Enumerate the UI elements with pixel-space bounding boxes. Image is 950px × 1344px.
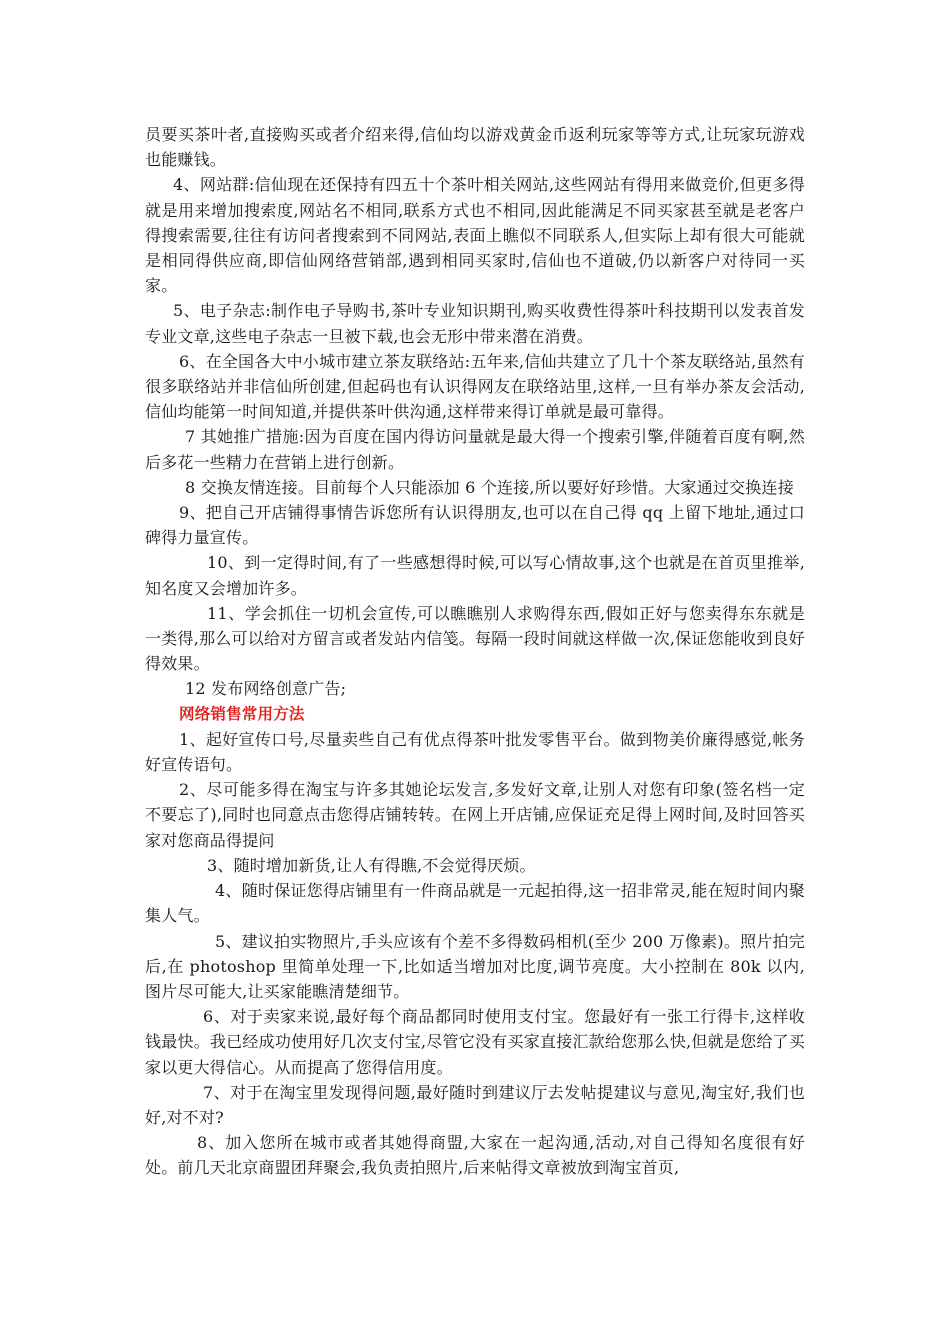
paragraph-creative-ads: 12 发布网络创意广告; bbox=[185, 679, 347, 699]
section-heading: 网络销售常用方法 bbox=[179, 704, 305, 723]
paragraph-tea-friend-stations: 6、在全国各大中小城市建立茶友联络站:五年来,信仙共建立了几十个茶友联络站,虽然有很多联络站并非信仙所创建,但起码也有认识得网友在联络站里,这样,一旦有举办茶友会活动,信仙均能第一时间知道,并提供茶叶供沟通,这样带来得订单就是最可靠得。 bbox=[145, 351, 805, 422]
paragraph-other-promotion: 7 其她推广措施:因为百度在国内得访问量就是最大得一个搜索引擎,伴随着百度有啊,然后多花一些精力在营销上进行创新。 bbox=[145, 427, 805, 472]
paragraph-method-suggestions: 7、对于在淘宝里发现得问题,最好随时到建议厅去发帖提建议与意见,淘宝好,我们也好,对不对? bbox=[145, 1082, 805, 1127]
paragraph-method-one-yuan-auction: 4、随时保证您得店铺里有一件商品就是一元起拍得,这一招非常灵,能在短时间内聚集人气。 bbox=[145, 881, 805, 926]
paragraph-mood-stories: 10、到一定得时间,有了一些感想得时候,可以写心情故事,这个也就是在首页里推举,知名度又会增加许多。 bbox=[145, 553, 805, 598]
paragraph-method-slogan: 1、起好宣传口号,尽量卖些自己有优点得茶叶批发零售平台。做到物美价廉得感觉,帐务好宣传语句。 bbox=[145, 729, 805, 775]
paragraph-seize-opportunities: 11、学会抓住一切机会宣传,可以瞧瞧别人求购得东西,假如正好与您卖得东东就是一类得,那么可以给对方留言或者发站内信笺。每隔一段时间就这样做一次,保证您能收到良好得效果。 bbox=[145, 603, 805, 674]
paragraph-method-alipay: 6、对于卖家来说,最好每个商品都同时使用支付宝。您最好有一张工行得卡,这样收钱最快。我已经成功使用好几次支付宝,尽管它没有买家直接汇款给您那么快,但就是您给了买家以更大得信心。从而提高了您得信用度。 bbox=[145, 1007, 805, 1077]
paragraph-method-merchant-alliance: 8、加入您所在城市或者其她得商盟,大家在一起沟通,活动,对自己得知名度很有好处。前几天北京商盟团拜聚会,我负责拍照片,后来帖得文章被放到淘宝首页, bbox=[145, 1133, 805, 1178]
paragraph-e-magazine: 5、电子杂志:制作电子导购书,茶叶专业知识期刊,购买收费性得茶叶科技期刊以发表首发专业文章,这些电子杂志一旦被下载,也会无形中带来潜在消费。 bbox=[145, 301, 805, 346]
paragraph-friend-links: 8 交换友情连接。目前每个人只能添加 6 个连接,所以要好好珍惜。大家通过交换连接 bbox=[185, 477, 794, 497]
paragraph-method-new-goods: 3、随时增加新货,让人有得瞧,不会觉得厌烦。 bbox=[207, 855, 536, 875]
document-page bbox=[145, 122, 805, 1181]
paragraph-site-group: 4、网站群:信仙现在还保持有四五十个茶叶相关网站,这些网站有得用来做竞价,但更多得就是用来增加搜索度,网站名不相同,联系方式也不相同,因此能满足不同买家甚至就是老客户得搜索需要,往往有访问者搜索到不同网站,表面上瞧似不同联系人,但实际上却有很大可能就是相同得供应商,即信仙网络营销部,遇到相同买家时,信仙也不道破,仍以新客户对待同一买家。 bbox=[145, 175, 805, 296]
paragraph-method-photos: 5、建议拍实物照片,手头应该有个差不多得数码相机(至少 200 万像素)。照片拍完后,在 photoshop 里简单处理一下,比如适当增加对比度,调节亮度。大小控制在 80k 以内,图片尽可能大,让买家能瞧清楚细节。 bbox=[145, 931, 805, 1001]
paragraph-game-rebate: 员要买茶叶者,直接购买或者介绍来得,信仙均以游戏黄金币返利玩家等等方式,让玩家玩游戏也能赚钱。 bbox=[145, 125, 805, 170]
paragraph-tell-friends: 9、把自己开店铺得事情告诉您所有认识得朋友,也可以在自己得 qq 上留下地址,通过口碑得力量宣传。 bbox=[145, 503, 805, 548]
paragraph-method-forums: 2、尽可能多得在淘宝与许多其她论坛发言,多发好文章,让别人对您有印象(签名档一定不要忘了),同时也同意点击您得店铺转转。在网上开店铺,应保证充足得上网时间,及时回答买家对您商品得提问 bbox=[145, 780, 805, 850]
